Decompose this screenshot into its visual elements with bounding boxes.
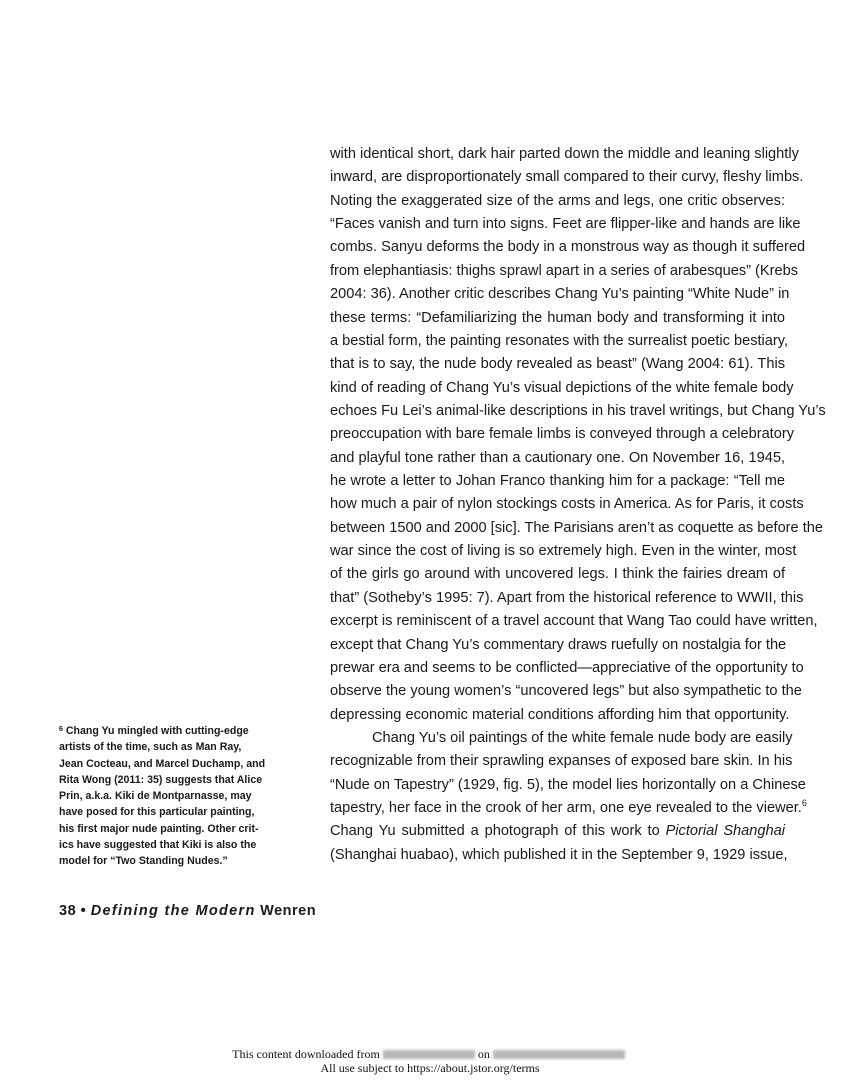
jstor-download-notice [0,1047,860,1062]
footnote-line: Jean Cocteau, and Marcel Duchamp, and [59,757,266,770]
text-line: with identical short, dark hair parted down the middle and leaning slightly [330,146,799,162]
text-segment: depressing economic material conditions affording him that opportunity. [330,706,790,723]
text-line: Noting the exaggerated size of the arms and legs, one critic observes: [330,192,785,209]
footnote-line: ics have suggested that Kiki is also the [59,839,257,852]
on-text: on [477,1047,490,1061]
text-line: these terms: “Defamiliarizing the human body and transforming it into [330,309,785,326]
footnote-text: Chang Yu mingled with cutting-edge [62,725,249,737]
running-footer [59,903,316,919]
text-line: (Shanghai huabao), which published it in the September 9, 1929 issue, [330,846,788,863]
footnote-line: model for “Two Standing Nudes.” [59,855,228,868]
text-segment: Chang Yu submitted a photograph of this work to [330,823,666,840]
text-line: a bestial form, the painting resonates with the surrealist poetic bestiary, [330,332,789,349]
text-line: how much a pair of nylon stockings costs in America. As for Paris, it costs [330,496,804,513]
text-line: and playful tone rather than a cautionary one. On November 16, 1945, [330,449,785,466]
jstor-terms [0,1061,860,1076]
text-line [330,704,790,727]
text-line: except that Chang Yu’s commentary draws ruefully on nostalgia for the [330,636,787,653]
page-number: 38 [59,903,77,919]
footnote-line: his first major nude painting. Other crit- [59,822,259,835]
footnote-line: Prin, a.k.a. Kiki de Montparnasse, may [59,790,252,803]
footnote-marker: 6 [59,726,63,733]
text-line: that” (Sotheby’s 1995: 7). Apart from the historical reference to WWII, this [330,589,804,606]
redacted-ip [383,1050,475,1059]
text-segment: tapestry, her face in the crook of her arm, one eye revealed to the viewer. [330,800,802,817]
text-line: that is to say, the nude body revealed as beast” (Wang 2004: 61). This [330,356,785,373]
text-line: war since the cost of living is so extremely high. Even in the winter, most [330,543,797,560]
text-line [330,797,807,820]
footnote-reference[interactable]: 6 [801,798,807,809]
text-line: he wrote a letter to Johan Franco thanking him for a package: “Tell me [330,473,785,490]
footnote-line [59,723,299,739]
text-line: combs. Sanyu deforms the body in a monstrous way as though it suffered [330,239,806,256]
footnote-line: artists of the time, such as Man Ray, [59,741,242,754]
downloaded-from-text: This content downloaded from [232,1047,380,1061]
text-line: echoes Fu Lei’s animal-like descriptions in his travel writings, but Chang Yu’s [330,402,826,419]
italic-title: Pictorial Shanghai [665,823,785,840]
footnote-line: have posed for this particular painting, [59,806,255,819]
text-line: 2004: 36). Another critic describes Chang Yu’s painting “White Nude” in [330,286,790,303]
text-line: recognizable from their sprawling expanses of exposed bare skin. In his [330,753,793,770]
text-line: prewar era and seems to be conflicted—appreciative of the opportunity to [330,659,804,676]
footnote-6 [59,723,299,870]
text-line [330,727,793,750]
redacted-date [493,1050,625,1059]
book-title-roman: Wenren [260,903,317,919]
text-line: of the girls go around with uncovered legs. I think the fairies dream of [330,566,785,583]
text-line [330,820,785,843]
text-line: kind of reading of Chang Yu’s visual depictions of the white female body [330,379,794,396]
text-segment: Chang Yu’s oil paintings of the white female nude body are easily [372,729,793,746]
text-line: between 1500 and 2000 [sic]. The Parisians aren’t as coquette as before the [330,519,824,536]
book-title-italic: Defining the Modern [90,903,256,919]
main-body-text [330,143,826,867]
text-line: from elephantiasis: thighs sprawl apart in a series of arabesques” (Krebs [330,262,799,279]
text-line: inward, are disproportionately small compared to their curvy, fleshy limbs. [330,169,804,186]
text-line: “Faces vanish and turn into signs. Feet are flipper-like and hands are like [330,216,801,233]
text-line: “Nude on Tapestry” (1929, fig. 5), the model lies horizontally on a Chinese [330,776,806,793]
terms-text: All use subject to https://about.jstor.org/terms [320,1061,540,1075]
text-line: excerpt is reminiscent of a travel account that Wang Tao could have written, [330,613,818,630]
footnote-line: Rita Wong (2011: 35) suggests that Alice [59,773,263,786]
separator-bullet: • [80,903,87,919]
text-line: preoccupation with bare female limbs is conveyed through a celebratory [330,426,795,443]
text-line: observe the young women’s “uncovered legs” but also sympathetic to the [330,683,802,700]
